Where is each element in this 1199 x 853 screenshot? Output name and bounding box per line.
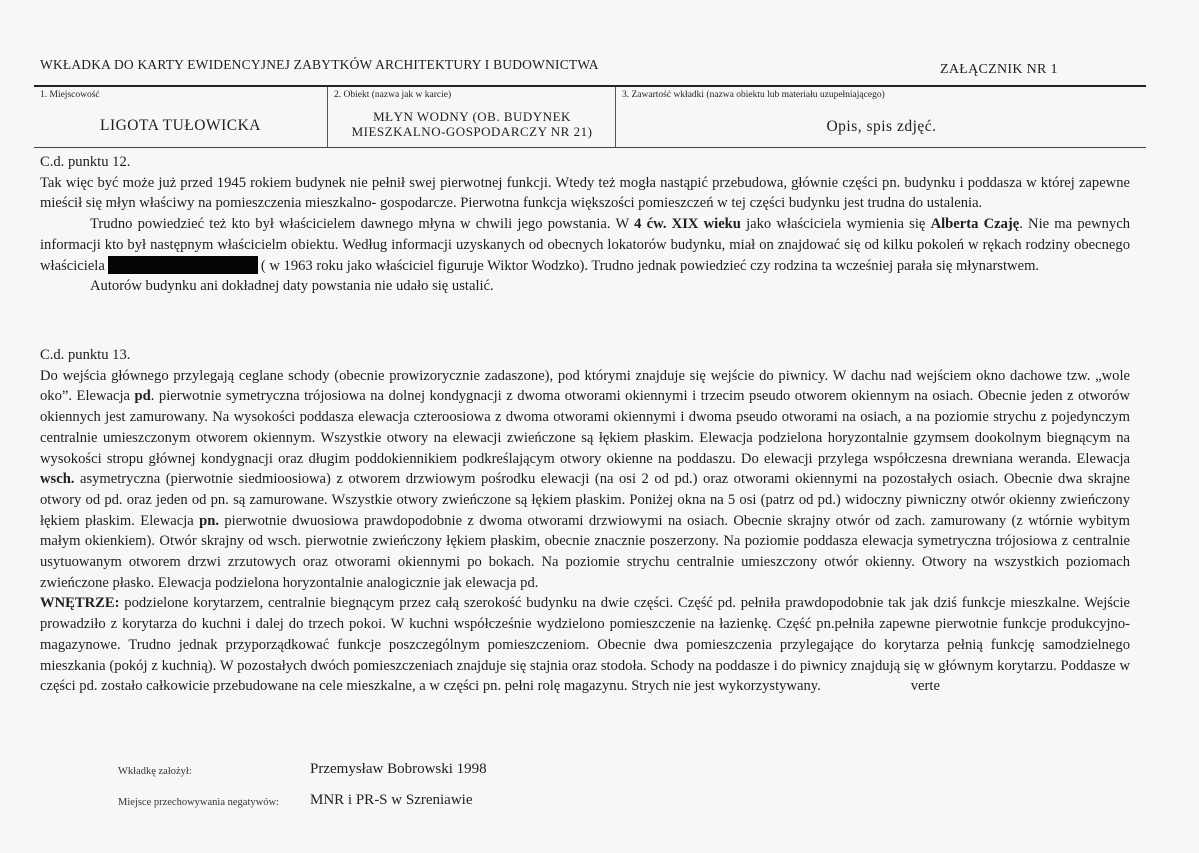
storage-value: MNR i PR-S w Szreniawie [310,792,473,808]
author-value: Przemysław Bobrowski 1998 [310,761,487,777]
text-run: jako właściciela wymienia się [740,216,931,233]
section-12-paragraph-2 [40,214,1130,276]
section-13-paragraph-1 [40,366,1130,594]
text-run: pierwotnie dwuosiowa prawdopodobnie z dwoma otworami drzwiowymi na osiach. Obecnie skrajny otwór od zach. zamurowany (z wtórnie wybitym małym okienkiem). Otwór skrajny od wsch. pierwotnie zwieńczony łękiem płaskim, obecnie znacznie poszerzony. Na poziomie poddasza elewacja symetryczna trójosiowa z centralnie usytuowanym otworem drzwi zrzutowych oraz otworami okiennymi po bokach. Na poziomie strychu centralnie umieszczony otwór okienny. Otwory na wszystkich poziomach zwieńczone płasko. Elewacja podzielona horyzontalnie analogicznie jak elewacja pd. [40,512,1130,591]
object-value [328,109,616,139]
text-run: Trudno powiedzieć też kto był właścicielem dawnego młyna w chwili jego powstania. W [90,216,635,233]
contents-cell [615,87,1147,147]
locality-cell [34,87,327,147]
bold-direction: pn. [199,512,220,529]
text-run: . pierwotnie symetryczna trójosiowa na dolnej kondygnacji z dwoma otworami okiennymi i trzecim pseudo otworem okiennym na osiach. Obecnie jeden z otworów okiennych jest zamurowany. Na wysokości poddasza elewacja czteroosiowa z dwoma otworami okiennymi i dwoma pseudo otworami na osiach, a na poziomie strychu z pojedynczym centralnie umieszczonym otworem okiennym. Wszystkie otwory na elewacji zwieńczone są łękiem płaskim. Elewacja podzielona horyzontalnie gzymsem dookolnym biegnącym na wysokości stropu głównej kondygnacji oraz długim poddokiennikiem podkreślającym otwory okienne na poddaszu. Do elewacji przylega współczesna drewniana weranda. Elewacja [40,388,1130,467]
section-13-heading: C.d. punktu 13. [40,347,131,363]
redaction-bar [108,256,258,274]
locality-label: 1. Miejscowość [40,90,100,100]
section-13 [40,345,1130,697]
author-label: Wkładkę założył: [118,766,192,777]
text-run: asymetryczna (pierwotnie siedmioosiowa) z otworem drzwiowym pośrodku elewacji (na osi 2 od pd.) oraz otworami okiennymi na pozostałych osiach. Obecnie dwa skrajne otwory od pd. oraz jeden od pn. są zamurowane. Wszystkie otwory zwieńczone są łękiem płaskim. Poniżej okna na 5 osi (patrz od pd.) widoczny piwniczny otwór okienny zwieńczony łękiem płaskim. Elewacja [40,471,1130,529]
annex-number: ZAŁĄCZNIK NR 1 [940,62,1058,77]
locality-value: LIGOTA TUŁOWICKA [99,117,262,134]
contents-label: 3. Zawartość wkładki (nazwa obiektu lub materiału uzupełniającego) [622,90,885,100]
document-title: WKŁADKA DO KARTY EWIDENCYJNEJ ZABYTKÓW ARCHITEKTURY I BUDOWNICTWA [40,57,599,72]
bold-direction: pd [134,388,151,405]
section-12-heading: C.d. punktu 12. [40,154,131,170]
text-run: . Nie ma pewnych informacji kto był następnym właścicielm obiektu. Według informacji uzyskanych od obecnych lokatorów budynku, miał on znajdować się od kilku pokoleń w rękach rodziny obecnego właściciela [40,216,1130,274]
object-label: 2. Obiekt (nazwa jak w karcie) [334,90,452,100]
header-table [34,85,1146,148]
text-run: Do wejścia głównego przylegają ceglane schody (obecnie prowizorycznie zadaszone), pod którymi znajduje się wejście do piwnicy. W dachu nad wejściem okno dachowe tzw. „wole oko”. Elewacja [40,367,1130,405]
bold-direction: wsch. [40,471,75,488]
text-run: podzielone korytarzem, centralnie biegnącym przez całą szerokość budynku na dwie części. Część pd. pełniła prawdopodobnie tak jak dziś funkcje mieszkalne. Wejście prowadziło z korytarza do kuchni i dalej do trzech pokoi. W kuchni współcześnie wydzielono pomieszczenie na łazienkę. Część pn.pełniła zapewne pierwotnie funkcje produkcyjno- magazynowe. Trudno jednak przyporządkować funkcje poszczególnym pomieszczeniom. Obecnie dwa pomieszczenia przylegające do korytarza pełnią funkcję samodzielnego mieszkania (pokój z kuchnią). W pozostałych dwóch pomieszczeniach znajduje się stajnia oraz stodoła. Schody na poddasze i do piwnicy znajdują się w głównym korytarzu. Poddasze w części pd. zostało całkowicie przebudowane na cele mieszkalne, a w części pn. pełni rolę magazynu. Strych nie jest wykorzystywany. [40,595,1130,695]
bold-owner-name: Alberta Czaję [930,216,1020,233]
text-run: ( w 1963 roku jako właściciel figuruje Wiktor Wodzko). Trudno jednak powiedzieć czy rodzina ta wcześniej parała się młynarstwem. [260,257,1040,274]
interior-label: WNĘTRZE: [40,595,120,612]
contents-value: Opis, spis zdjęć. [826,118,937,135]
bold-date: 4 ćw. XIX wieku [634,216,741,233]
storage-label: Miejsce przechowywania negatywów: [118,797,279,808]
verte-note: verte [910,678,940,695]
section-12-paragraph-3: Autorów budynku ani dokładnej daty powstania nie udało się ustalić. [90,278,494,295]
object-cell [327,87,616,147]
object-value-line1: MŁYN WODNY (OB. BUDYNEK [373,109,571,124]
section-12-paragraph-1: Tak więc być może już przed 1945 rokiem budynek nie pełnił swej pierwotnej funkcji. Wtedy też mogła nastąpić przebudowa, głównie części pn. budynku i poddasza w której zapewne mieścił się młyn właściwy na pomieszczenia mieszkalno- gospodarcze. Pierwotna funkcja większości pomieszczeń w tej części budynku jest trudna do ustalenia. [40,174,1130,212]
section-13-paragraph-2 [40,593,1130,697]
section-12 [40,152,1130,297]
object-value-line2: MIESZKALNO-GOSPODARCZY NR 21) [351,124,593,139]
